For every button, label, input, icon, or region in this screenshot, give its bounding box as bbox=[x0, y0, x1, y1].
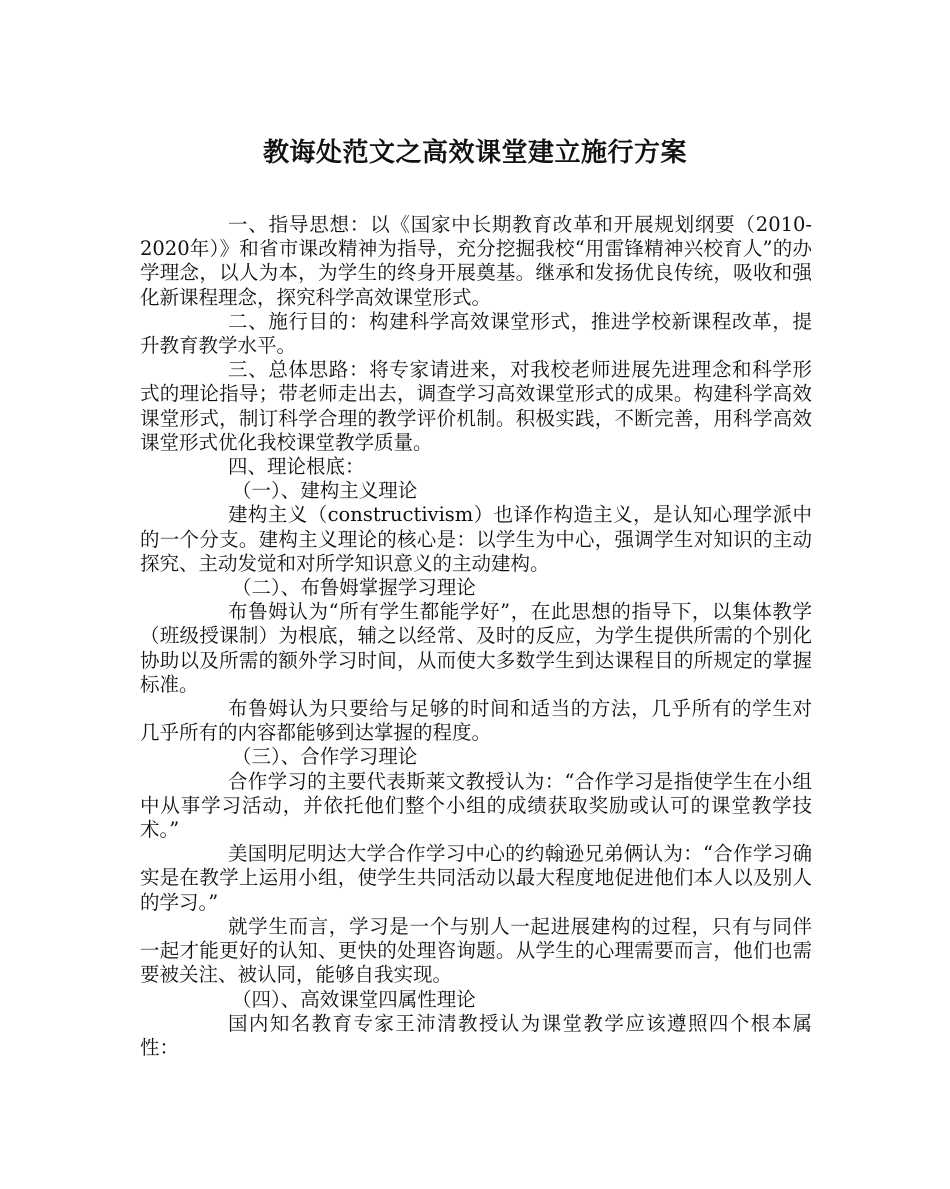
subheading-cooperative-learning: （三）、合作学习理论 bbox=[232, 745, 418, 769]
section-heading-theory-basis: 四、理论根底： bbox=[228, 455, 365, 479]
document-title: 教诲处范文之高效课堂建立施行方案 bbox=[262, 138, 687, 168]
paragraph-guiding-ideology: 一、指导思想：以《国家中长期教育改革和开展规划纲要（2010-2020年）》和省市课改精神为指导，充分挖掘我校“用雷锋精神兴校育人”的办学理念，以人为本，为学生的终身开展奠基。继承和发扬优良传统，吸收和强化新课程理念，探究科学高效课堂形式。 bbox=[140, 213, 812, 309]
paragraph-constructivism: 建构主义（constructivism）也译作构造主义，是认知心理学派中的一个分支。建构主义理论的核心是：以学生为中心，强调学生对知识的主动探究、主动发觉和对所学知识意义的主动建构。 bbox=[140, 503, 812, 575]
paragraph-mastery-learning-1: 布鲁姆认为“所有学生都能学好”，在此思想的指导下，以集体教学（班级授课制）为根底，辅之以经常、及时的反应，为学生提供所需的个别化协助以及所需的额外学习时间，从而使大多数学生到达课程目的所规定的掌握标准。 bbox=[140, 600, 812, 696]
paragraph-implementation-goal: 二、施行目的：构建科学高效课堂形式，推进学校新课程改革，提升教育教学水平。 bbox=[140, 309, 812, 358]
paragraph-cooperative-learning-3: 就学生而言，学习是一个与别人一起进展建构的过程，只有与同伴一起才能更好的认知、更快的处理咨询题。从学生的心理需要而言，他们也需要被关注、被认同，能够自我实现。 bbox=[140, 914, 812, 987]
paragraph-cooperative-learning-1: 合作学习的主要代表斯莱文教授认为：“合作学习是指使学生在小组中从事学习活动，并依托他们整个小组的成绩获取奖励或认可的课堂教学技术。” bbox=[140, 769, 812, 842]
subheading-four-attributes: （四）、高效课堂四属性理论 bbox=[232, 987, 476, 1011]
paragraph-four-attributes: 国内知名教育专家王沛清教授认为课堂教学应该遵照四个根本属性： bbox=[140, 1011, 812, 1059]
document-body bbox=[140, 213, 812, 1060]
subheading-constructivism: （一）、建构主义理论 bbox=[232, 479, 418, 503]
paragraph-mastery-learning-2: 布鲁姆认为只要给与足够的时间和适当的方法，几乎所有的学生对几乎所有的内容都能够到达掌握的程度。 bbox=[140, 697, 812, 745]
paragraph-overall-approach: 三、总体思路：将专家请进来，对我校老师进展先进理念和科学形式的理论指导；带老师走出去，调查学习高效课堂形式的成果。构建科学高效课堂形式，制订科学合理的教学评价机制。积极实践，不断完善，用科学高效课堂形式优化我校课堂教学质量。 bbox=[140, 358, 812, 454]
subheading-mastery-learning: （二）、布鲁姆掌握学习理论 bbox=[232, 576, 476, 600]
paragraph-cooperative-learning-2: 美国明尼明达大学合作学习中心的约翰逊兄弟俩认为：“合作学习确实是在教学上运用小组，使学生共同活动以最大程度地促进他们本人以及别人的学习。” bbox=[140, 842, 812, 914]
